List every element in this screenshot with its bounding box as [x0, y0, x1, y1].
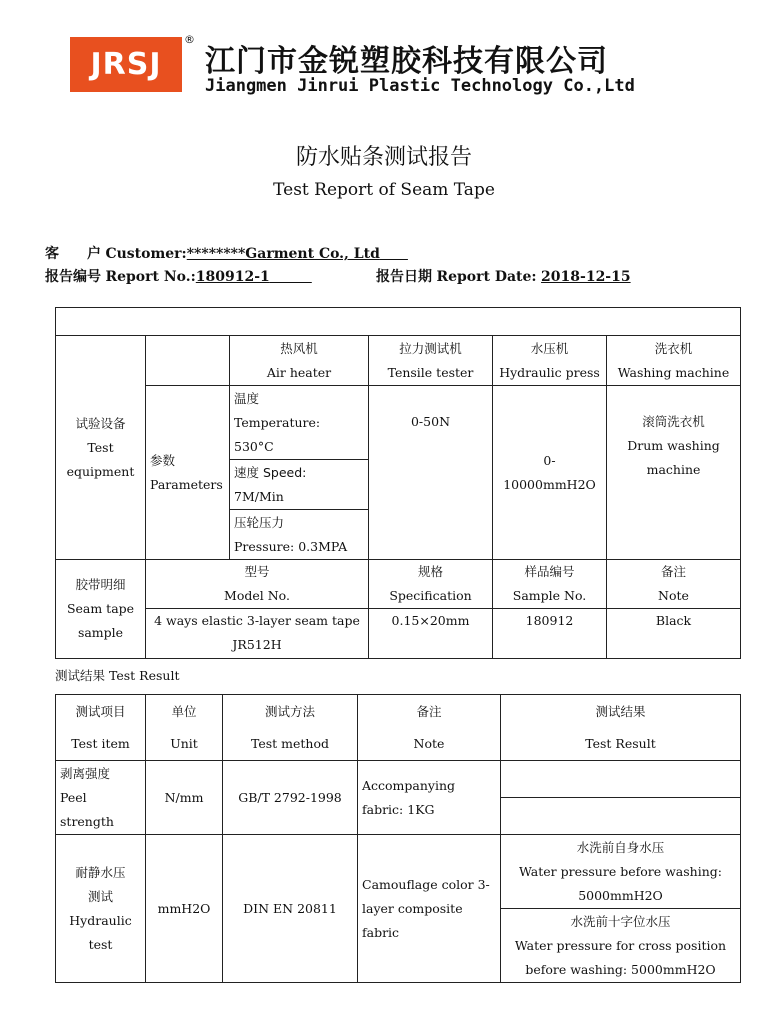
sample-row-label: 胶带明细 Seam tape sample: [56, 560, 146, 659]
hydraulic-method: DIN EN 20811: [223, 835, 358, 983]
peel-result-1: [501, 761, 741, 798]
note-header: 备注 Note: [607, 560, 741, 609]
equipment-table: [55, 307, 741, 659]
hydraulic-unit: mmH2O: [146, 835, 223, 983]
col-tensile-tester: 拉力测试机 Tensile tester: [369, 336, 493, 386]
logo-text: JRSJ: [90, 47, 162, 82]
washing-value: 滚筒洗衣机 Drum washing machine: [607, 386, 741, 560]
col-hydraulic-press: 水压机 Hydraulic press: [493, 336, 607, 386]
header-test-result: 测试结果 Test Result: [501, 695, 741, 761]
report-date-label-en: Report Date:: [436, 269, 537, 285]
peel-note: Accompanying fabric: 1KG: [358, 761, 501, 835]
company-logo: [70, 37, 182, 92]
peel-item: 剥离强度 Peel strength: [56, 761, 146, 835]
temperature-cell: 温度 Temperature: 530°C: [230, 386, 369, 460]
spec-value: 0.15×20mm: [369, 609, 493, 659]
peel-result-2: [501, 798, 741, 835]
company-name-cn: 江门市金锐塑胶科技有限公司: [205, 44, 608, 79]
model-header: 型号 Model No.: [146, 560, 369, 609]
hydraulic-item: 耐静水压 测试 Hydraulic test: [56, 835, 146, 983]
customer-label-en: Customer:: [105, 246, 187, 262]
customer-value: ********Garment Co., Ltd: [186, 246, 380, 262]
customer-label-cn: 客 户: [45, 246, 101, 262]
hydraulic-value: 0- 10000mmH2O: [493, 386, 607, 560]
customer-line: [45, 243, 408, 263]
registered-mark: ®: [184, 33, 195, 46]
blank-cell: [146, 336, 230, 386]
hydraulic-note: Camouflage color 3- layer composite fabric: [358, 835, 501, 983]
header-test-item: 测试项目 Test item: [56, 695, 146, 761]
report-no-value: 180912-1: [195, 269, 270, 285]
report-title-en: Test Report of Seam Tape: [273, 180, 495, 200]
equipment-row-label: 试验设备 Test equipment: [56, 336, 146, 560]
hydraulic-result-2: 水洗前十字位水压 Water pressure for cross position before washing: 5000mmH2O: [501, 909, 741, 983]
sample-no-header: 样品编号 Sample No.: [493, 560, 607, 609]
header-test-method: 测试方法 Test method: [223, 695, 358, 761]
test-result-label: 测试结果 Test Result: [55, 668, 180, 683]
speed-cell: 速度 Speed: 7M/Min: [230, 460, 369, 510]
header-note: 备注 Note: [358, 695, 501, 761]
report-date-line: [376, 266, 631, 286]
peel-method: GB/T 2792-1998: [223, 761, 358, 835]
pressure-cell: 压轮压力 Pressure: 0.3MPA: [230, 510, 369, 560]
report-no-label-en: Report No.:: [105, 269, 196, 285]
model-value: 4 ways elastic 3-layer seam tape JR512H: [146, 609, 369, 659]
company-name-en: Jiangmen Jinrui Plastic Technology Co.,Ltd: [205, 76, 635, 96]
hydraulic-result-1: 水洗前自身水压 Water pressure before washing: 5000mmH2O: [501, 835, 741, 909]
report-date-label-cn: 报告日期: [376, 269, 432, 285]
tensile-value: 0-50N: [369, 386, 493, 560]
parameters-label: 参数 Parameters: [146, 386, 230, 560]
sample-no-value: 180912: [493, 609, 607, 659]
report-date-value: 2018-12-15: [541, 269, 631, 285]
report-no-label-cn: 报告编号: [45, 269, 101, 285]
spec-header: 规格 Specification: [369, 560, 493, 609]
col-washing-machine: 洗衣机 Washing machine: [607, 336, 741, 386]
report-no-line: [45, 266, 312, 286]
results-table: [55, 694, 741, 983]
report-title-cn: 防水贴条测试报告: [295, 145, 472, 170]
header-unit: 单位 Unit: [146, 695, 223, 761]
note-value: Black: [607, 609, 741, 659]
peel-unit: N/mm: [146, 761, 223, 835]
empty-header-row: [56, 308, 741, 336]
col-air-heater: 热风机 Air heater: [230, 336, 369, 386]
